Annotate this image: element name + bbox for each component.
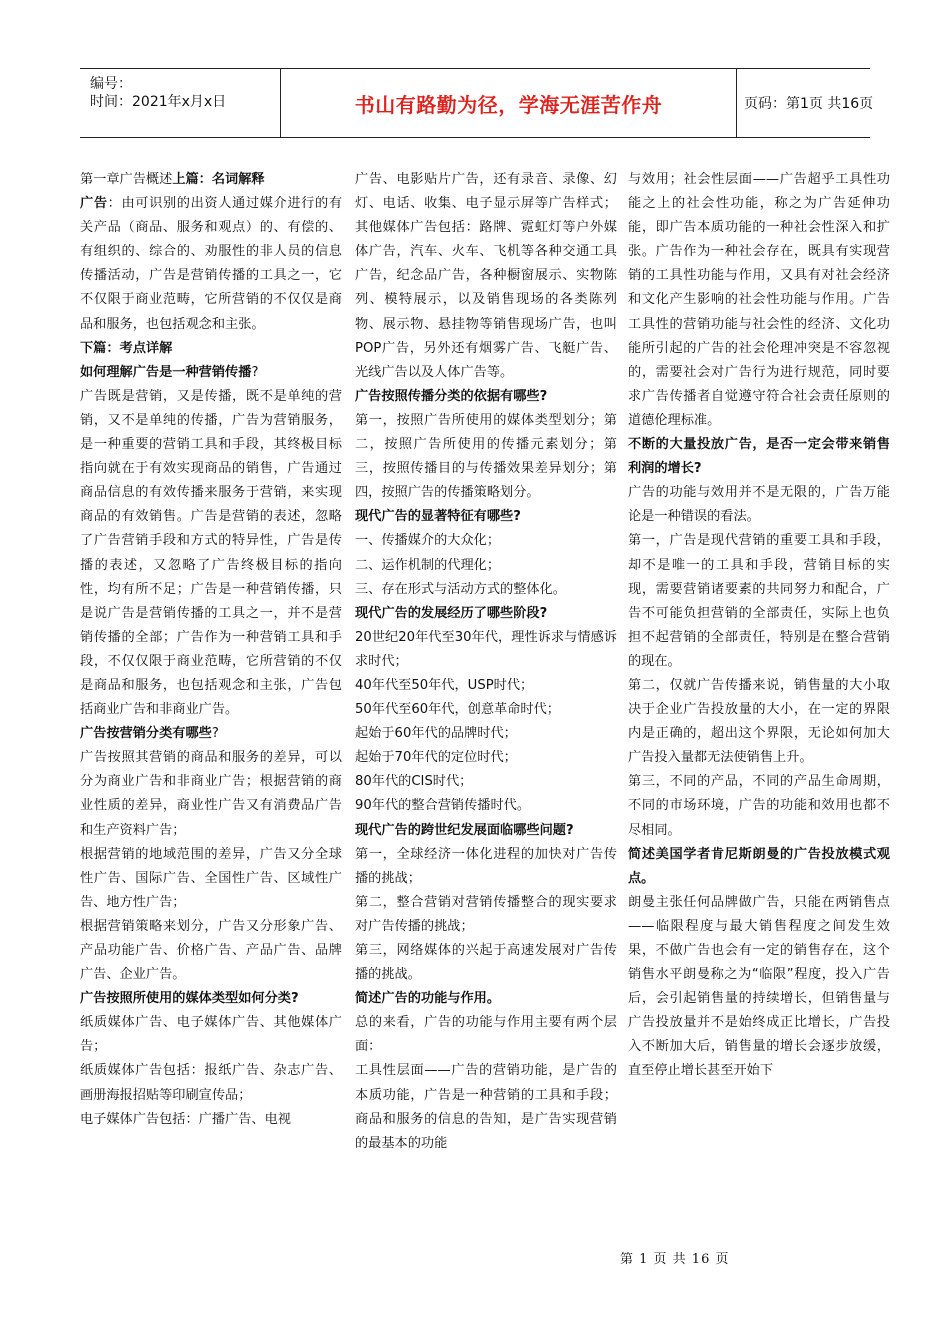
page-footer: 第 1 页 共 16 页	[620, 1252, 730, 1267]
definition: ：由可识别的出资人通过媒介进行的有关产品（商品、服务和观点）的、有偿的、有组织的、综合的、劝服性的非人员的信息传播活动，广告是营销传播的工具之一，它不仅限于商业范畴，它所营销的不仅仅是商品和服务，也包括观念和主张。	[80, 196, 343, 332]
question-mark: ?	[251, 364, 259, 380]
paragraph: 广告的功能与效用并不是无限的，广告万能论是一种错误的看法。	[628, 485, 890, 525]
list-item: 第二，整合营销对营销传播整合的现实要求对广告传播的挑战；	[355, 894, 617, 934]
list-item: 起始于70年代的定位时代；	[355, 750, 517, 766]
question-heading: 不断的大量投放广告，是否一定会带来销售利润的增长?	[628, 437, 890, 477]
paragraph: 朗曼主张任何品牌做广告，只能在两销售点——临限程度与最大销售程度之间发生效果，不做广告也会有一定的销售存在，这个销售水平朗曼称之为“临限”程度，投入广告后，会引起销售量的持续增长，但销售量与广告投放量并不是始终成正比增长，广告投入不断加大后，销售量的增长会逐步放缓，直至停止增长甚至开始下	[628, 894, 890, 1079]
paragraph: 总的来看，广告的功能与作用主要有两个层面：	[355, 1015, 617, 1055]
paragraph: 广告、电影贴片广告，还有录音、录像、幻灯、电话、收集、电子显示屏等广告样式；其他媒体广告包括：路牌、霓虹灯等户外媒体广告，汽车、火车、飞机等各种交通工具广告，纪念品广告，各种橱窗展示、实物陈列、模特展示，以及销售现场的各类陈列物、展示物、悬挂物等销售现场广告，也叫POP广告，另外还有烟雾广告、飞艇广告、光线广告以及人体广告等。	[355, 172, 617, 380]
question-heading	[80, 361, 342, 385]
paragraph: 纸质媒体广告包括：报纸广告、杂志广告、画册海报招贴等印刷宣传品；	[80, 1063, 342, 1103]
paragraph: 根据营销的地域范围的差异，广告又分全球性广告、国际广告、全国性广告、区域性广告、地方性广告；	[80, 846, 342, 910]
question-mark: ?	[211, 726, 219, 742]
paragraph: 广告按照其营销的商品和服务的差异，可以分为商业广告和非商业广告；根据营销的商业性质的差异，商业性广告又有消费品广告和生产资料广告；	[80, 750, 342, 838]
list-item: 20世纪20年代至30年代，理性诉求与情感诉求时代；	[355, 629, 617, 669]
section-heading: 上篇：名词解释	[172, 172, 265, 187]
question-heading	[80, 722, 342, 746]
paragraph: 第二，仅就广告传播来说，销售量的大小取决于企业广告投放量的大小，在一定的界限内是正确的，超出这个界限，无论如何加大广告投入量都无法使销售上升。	[628, 677, 890, 766]
paragraph: 第三，不同的产品，不同的产品生命周期，不同的市场环境，广告的功能和效用也都不尽相同。	[628, 774, 890, 838]
column-2	[355, 168, 617, 1156]
column-3	[628, 168, 890, 1084]
list-item: 起始于60年代的品牌时代；	[355, 726, 517, 742]
list-item: 50年代至60年代，创意革命时代；	[355, 702, 560, 718]
question-text: 如何理解广告是一种营销传播	[80, 364, 252, 380]
paragraph	[80, 192, 342, 337]
question-heading: 现代广告的显著特征有哪些?	[355, 509, 521, 525]
paragraph: 根据营销策略来划分，广告又分形象广告、产品功能广告、价格广告、产品广告、品牌广告、企业广告。	[80, 918, 342, 983]
paragraph: 第一，广告是现代营销的重要工具和手段，却不是唯一的工具和手段，营销目标的实现，需要营销诸要素的共同努力和配合，广告不可能负担营销的全部责任，实际上也负担不起营销的全部责任，特别是在整合营销的现在。	[628, 533, 890, 669]
question-heading: 现代广告的跨世纪发展面临哪些问题?	[355, 822, 574, 838]
list-item: 40年代至50年代，USP时代；	[355, 677, 534, 693]
list-item: 一、传播媒介的大众化；	[355, 533, 501, 549]
paragraph: 纸质媒体广告、电子媒体广告、其他媒体广告；	[80, 1015, 342, 1055]
header-page-info: 页码：第1页 共16页	[744, 96, 874, 112]
header-meta	[80, 69, 280, 137]
term: 广告	[80, 196, 108, 212]
list-item: 三、存在形式与活动方式的整体化。	[355, 581, 566, 597]
paragraph: 与效用；社会性层面——广告超乎工具性功能之上的社会性功能，称之为广告延伸功能，即广告本质功能的一种社会性深入和扩张。广告作为一种社会存在，既具有实现营销的工具性功能与作用，又具有对社会经济和文化产生影响的社会性功能与作用。广告工具性的营销功能与社会性的经济、文化功能所引起的广告的社会伦理冲突是不容忽视的，需要社会对广告行为进行规范，同时要求广告传播者自觉遵守符合社会责任原则的道德伦理标准。	[628, 172, 890, 428]
paragraph: 第一，按照广告所使用的媒体类型划分；第二，按照广告所使用的传播元素划分；第三，按照传播目的与传播效果差异划分；第四，按照广告的传播策略划分。	[355, 412, 617, 501]
paragraph: 广告既是营销，又是传播，既不是单纯的营销，又不是单纯的传播，广告为营销服务，是一种重要的营销工具和手段，其终极目标指向就在于有效实现商品的销售，广告通过商品信息的有效传播来服务于营销，来实现商品的有效销售。广告是营销的表述，忽略了广告营销手段和方式的特异性，广告是传播的表述，又忽略了广告终极目标的指向性，均有所不足；广告是一种营销传播，只是说广告是营销传播的工具之一，并不是营销传播的全部；广告作为一种营销工具和手段，不仅仅限于商业范畴，它所营销的不仅是商品和服务，也包括观念和主张，广告包括商业广告和非商业广告。	[80, 388, 342, 718]
list-item: 二、运作机制的代理化；	[355, 557, 501, 573]
paragraph	[80, 168, 342, 192]
list-item: 80年代的CIS时代；	[355, 774, 473, 790]
header-time: 时间：2021年x月x日	[90, 94, 227, 110]
header-motto-cell	[280, 69, 737, 137]
header-motto: 书山有路勤为径，学海无涯苦作舟	[354, 92, 663, 117]
question-heading: 广告按照传播分类的依据有哪些?	[355, 388, 548, 404]
list-item: 第一，全球经济一体化进程的加快对广告传播的挑战；	[355, 846, 617, 886]
question-heading: 广告按照所使用的媒体类型如何分类?	[80, 991, 299, 1007]
header-number: 编号：	[90, 76, 132, 92]
question-heading: 简述广告的功能与作用。	[355, 991, 501, 1007]
question-heading: 现代广告的发展经历了哪些阶段?	[355, 605, 548, 621]
question-heading: 简述美国学者肯尼斯朗曼的广告投放模式观点。	[628, 846, 890, 886]
chapter-title: 第一章广告概述	[80, 172, 173, 187]
list-item: 90年代的整合营销传播时代。	[355, 798, 531, 814]
column-1	[80, 168, 342, 1132]
list-item: 第三，网络媒体的兴起于高速发展对广告传播的挑战。	[355, 943, 617, 983]
question-text: 广告按营销分类有哪些	[80, 726, 212, 742]
section-heading: 下篇：考点详解	[80, 340, 173, 356]
paragraph: 工具性层面——广告的营销功能，是广告的本质功能，广告是一种营销的工具和手段；商品和服务的信息的告知，是广告实现营销的最基本的功能	[355, 1063, 617, 1151]
paragraph: 电子媒体广告包括：广播广告、电视	[80, 1111, 291, 1127]
document-header	[80, 68, 874, 138]
